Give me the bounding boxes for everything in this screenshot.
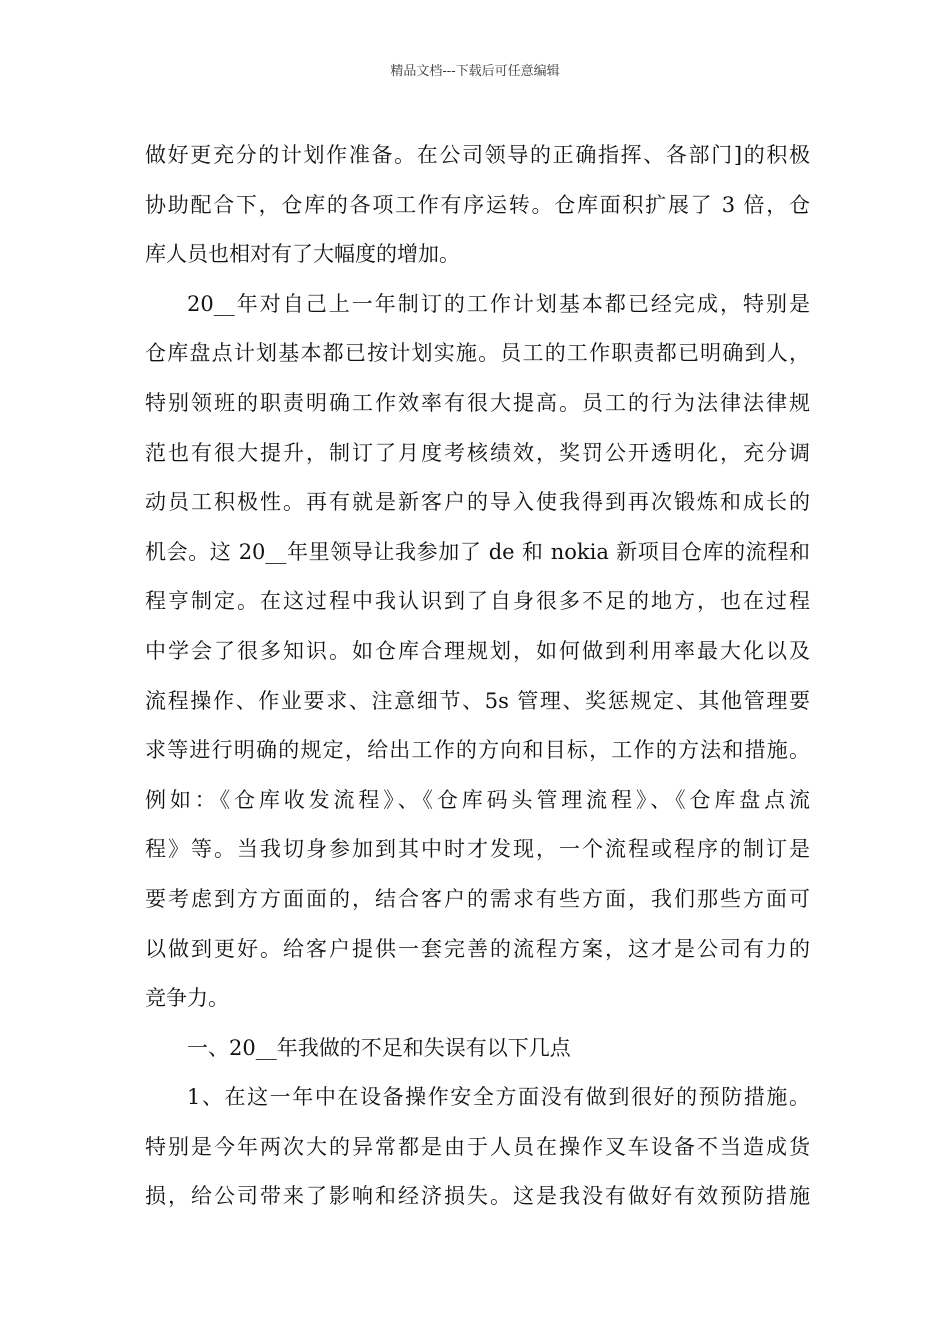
text-line: 流程操作、作业要求、注意细节、5s 管理、奖惩规定、其他管理要 [145, 688, 810, 713]
text-line: 损，给公司带来了影响和经济损失。这是我没有做好有效预防措施 [145, 1184, 810, 1209]
text-line: 特别是今年两次大的异常都是由于人员在操作叉车设备不当造成货 [145, 1134, 810, 1159]
text-line: 做好更充分的计划作准备。在公司领导的正确指挥、各部门]的积极 [145, 143, 810, 167]
text-line: 库人员也相对有了大幅度的增加。 [145, 242, 460, 267]
text-line: 要考虑到方方面面的，结合客户的需求有些方面，我们那些方面可 [145, 886, 810, 911]
text-line: 一、20__年我做的不足和失误有以下几点 [187, 1035, 571, 1060]
text-line: 求等进行明确的规定，给出工作的方向和目标，工作的方法和措施。 [145, 738, 810, 763]
text-line: 竞争力。 [145, 986, 229, 1011]
text-line: 20__年对自己上一年制订的工作计划基本都已经完成，特别是 [187, 291, 810, 316]
page-header: 精品文档---下载后可任意编辑 [390, 64, 560, 79]
text-line: 仓库盘点计划基本都已按计划实施。员工的工作职责都已明确到人， [145, 341, 810, 366]
text-line: 程亨制定。在这过程中我认识到了自身很多不足的地方，也在过程 [145, 589, 810, 614]
text-line: 范也有很大提升，制订了月度考核绩效，奖罚公开透明化，充分调 [145, 440, 810, 465]
text-line: 中学会了很多知识。如仓库合理规划，如何做到利用率最大化以及 [145, 638, 810, 663]
text-line: 例如：《仓库收发流程》、《仓库码头管理流程》、《仓库盘点流 [145, 787, 810, 812]
text-line: 程》等。当我切身参加到其中时才发现，一个流程或程序的制订是 [145, 837, 810, 862]
text-line: 机会。这 20__年里领导让我参加了 de 和 nokia 新项目仓库的流程和 [145, 539, 810, 564]
text-line: 动员工积极性。再有就是新客户的导入使我得到再次锻炼和成长的 [145, 490, 810, 515]
text-line: 协助配合下，仓库的各项工作有序运转。仓库面积扩展了 3 倍，仓 [145, 192, 810, 217]
document-body [145, 131, 810, 1222]
text-line: 1、在这一年中在设备操作安全方面没有做到很好的预防措施。 [187, 1085, 810, 1110]
text-line: 以做到更好。给客户提供一套完善的流程方案，这才是公司有力的 [145, 936, 810, 961]
text-line: 特别领班的职责明确工作效率有很大提高。员工的行为法律法律规 [145, 390, 810, 415]
